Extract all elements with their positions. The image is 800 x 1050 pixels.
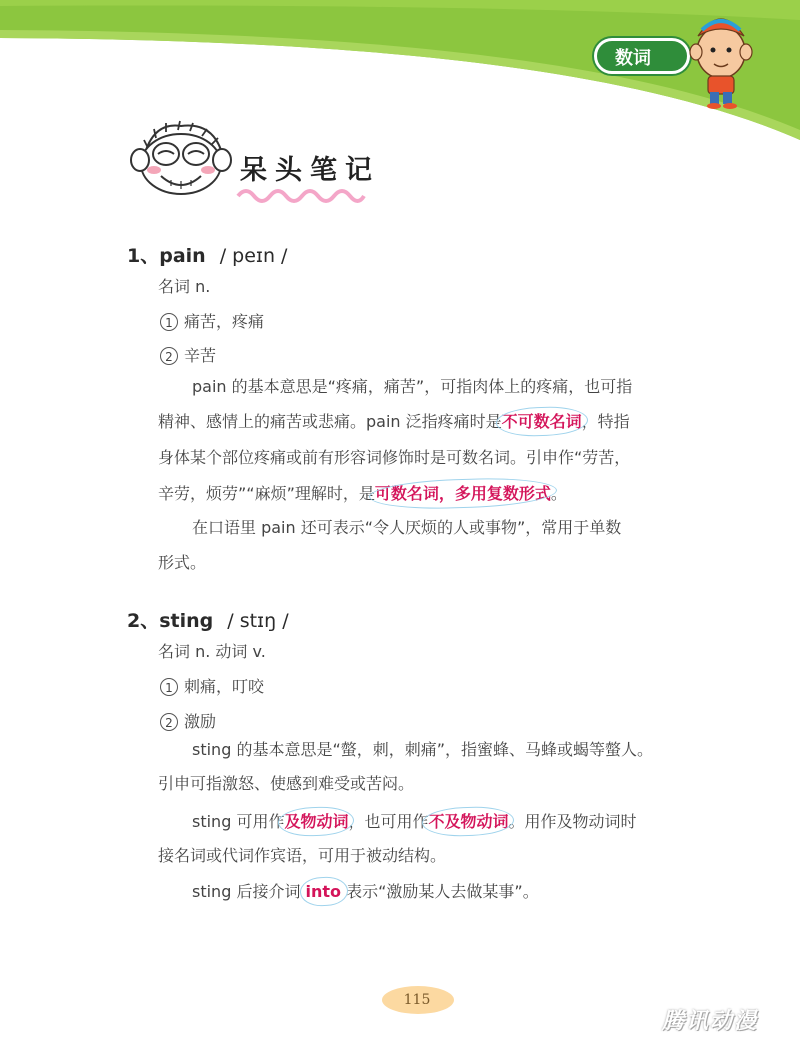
paragraph-line: 辛劳，烦劳”“麻烦”理解时，是可数名词，多用复数形式。 <box>158 484 567 503</box>
paragraph-line: pain 的基本意思是“疼痛，痛苦”，可指肉体上的疼痛，也可指 <box>192 377 633 396</box>
circled-number: 2 <box>160 347 178 365</box>
chapter-tag: 数词 <box>594 38 690 74</box>
circled-number: 1 <box>160 313 178 331</box>
entry-sting-head <box>127 606 289 633</box>
circled-number: 2 <box>160 713 178 731</box>
entry-word: 2、sting <box>127 610 214 632</box>
paragraph-line: sting 可用作及物动词，也可用作不及物动词。用作及物动词时 <box>192 812 637 831</box>
cartoon-face-icon <box>126 120 236 200</box>
page-number: 115 <box>403 992 431 1008</box>
highlight-into: into <box>305 882 342 901</box>
highlight-intransitive: 不及物动词 <box>428 812 509 831</box>
entry-word: 1、pain <box>127 245 206 267</box>
paragraph-line: sting 后接介词 into 表示“激励某人去做某事”。 <box>192 882 539 901</box>
sense-2 <box>160 346 216 366</box>
sense-2 <box>160 712 216 732</box>
paragraph-line: sting 的基本意思是“螫，刺，刺痛”，指蜜蜂、马蜂或蝎等螫人。 <box>192 740 654 759</box>
highlight-uncountable: 不可数名词 <box>501 412 582 431</box>
entry-pain-head <box>127 241 287 268</box>
sense-1 <box>160 312 264 332</box>
part-of-speech: 名词 n. <box>158 277 211 296</box>
mascot-boy-icon <box>686 6 756 110</box>
sense-1 <box>160 677 264 697</box>
paragraph-line: 在口语里 pain 还可表示“令人厌烦的人或事物”，常用于单数 <box>192 518 622 537</box>
zigzag-underline <box>236 184 366 204</box>
paragraph-line: 形式。 <box>158 553 207 572</box>
watermark-logo: 腾讯动漫 <box>662 1009 759 1034</box>
paragraph-line: 精神、感情上的痛苦或悲痛。pain 泛指疼痛时是不可数名词，特指 <box>158 412 630 431</box>
sense-text: 刺痛，叮咬 <box>184 677 265 696</box>
entry-ipa: / peɪn / <box>219 245 288 267</box>
paragraph-line: 接名词或代词作宾语，可用于被动结构。 <box>158 846 447 865</box>
sense-text: 痛苦，疼痛 <box>184 312 265 331</box>
entry-ipa: / stɪŋ / <box>227 610 289 632</box>
sense-text: 辛苦 <box>184 346 217 365</box>
section-title: 呆头笔记 <box>240 155 380 186</box>
sense-text: 激励 <box>184 712 217 731</box>
paragraph-line: 引申可指激怒、使感到难受或苦闷。 <box>158 774 415 793</box>
highlight-countable: 可数名词，多用复数形式 <box>374 484 551 503</box>
highlight-transitive: 及物动词 <box>284 812 349 831</box>
part-of-speech: 名词 n. 动词 v. <box>158 642 266 661</box>
paragraph-line: 身体某个部位疼痛或前有形容词修饰时是可数名词。引申作“劳苦， <box>158 448 631 467</box>
circled-number: 1 <box>160 678 178 696</box>
